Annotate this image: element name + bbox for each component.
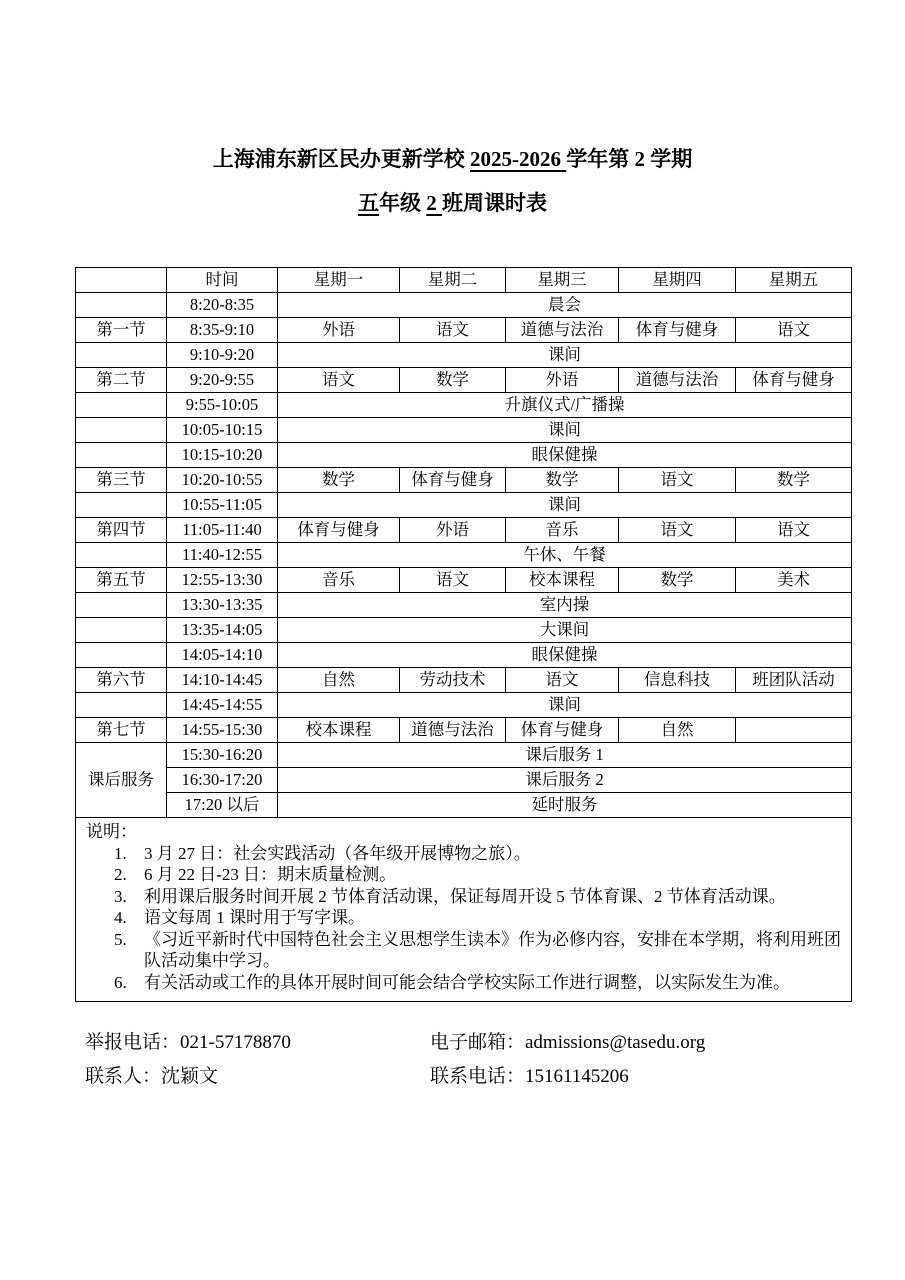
activity-cell: 课后服务 1 bbox=[278, 743, 852, 768]
section-cell: 第四节 bbox=[76, 518, 167, 543]
subject-cell: 校本课程 bbox=[278, 718, 400, 743]
day-column-header: 星期一 bbox=[278, 268, 400, 293]
subject-cell: 外语 bbox=[278, 318, 400, 343]
section-cell bbox=[76, 643, 167, 668]
note-number: 3. bbox=[114, 886, 127, 906]
time-cell: 10:05-10:15 bbox=[167, 418, 278, 443]
timetable-row bbox=[76, 718, 852, 743]
subject-cell: 数学 bbox=[619, 568, 736, 593]
section-cell bbox=[76, 343, 167, 368]
timetable-row bbox=[76, 618, 852, 643]
timetable-row bbox=[76, 643, 852, 668]
timetable-row bbox=[76, 368, 852, 393]
timetable-row bbox=[76, 793, 852, 818]
note-item bbox=[86, 929, 841, 972]
activity-cell: 晨会 bbox=[278, 293, 852, 318]
subject-cell: 道德与法治 bbox=[400, 718, 506, 743]
note-text: 《习近平新时代中国特色社会主义思想学生读本》作为必修内容，安排在本学期，将利用班团队活动集中学习。 bbox=[144, 929, 841, 970]
timetable-row bbox=[76, 743, 852, 768]
section-cell bbox=[76, 418, 167, 443]
title-semester: 学年第 2 学期 bbox=[566, 147, 693, 171]
time-cell: 10:55-11:05 bbox=[167, 493, 278, 518]
section-cell: 第一节 bbox=[76, 318, 167, 343]
timetable-row bbox=[76, 518, 852, 543]
note-text: 6 月 22 日-23 日：期末质量检测。 bbox=[144, 865, 397, 884]
title-schedule-label: 班周课时表 bbox=[442, 191, 547, 215]
activity-cell: 课后服务 2 bbox=[278, 768, 852, 793]
timetable-row bbox=[76, 543, 852, 568]
subject-cell: 劳动技术 bbox=[400, 668, 506, 693]
activity-cell: 课间 bbox=[278, 418, 852, 443]
activity-cell: 午休、午餐 bbox=[278, 543, 852, 568]
subject-cell bbox=[736, 718, 852, 743]
time-cell: 8:20-8:35 bbox=[167, 293, 278, 318]
weekly-timetable bbox=[75, 267, 852, 1002]
time-cell: 9:20-9:55 bbox=[167, 368, 278, 393]
section-cell: 第二节 bbox=[76, 368, 167, 393]
subject-cell: 语文 bbox=[278, 368, 400, 393]
footer-email: 电子邮箱：admissions@tasedu.org bbox=[430, 1032, 706, 1053]
subject-cell: 数学 bbox=[278, 468, 400, 493]
note-item bbox=[86, 886, 841, 908]
note-number: 5. bbox=[114, 929, 127, 949]
time-cell: 10:20-10:55 bbox=[167, 468, 278, 493]
activity-cell: 课间 bbox=[278, 693, 852, 718]
time-cell: 14:10-14:45 bbox=[167, 668, 278, 693]
timetable-row bbox=[76, 493, 852, 518]
subject-cell: 语文 bbox=[736, 518, 852, 543]
time-column-header: 时间 bbox=[167, 268, 278, 293]
time-cell: 11:05-11:40 bbox=[167, 518, 278, 543]
subject-cell: 美术 bbox=[736, 568, 852, 593]
note-text: 利用课后服务时间开展 2 节体育活动课，保证每周开设 5 节体育课、2 节体育活动课。 bbox=[144, 886, 786, 906]
note-number: 2. bbox=[114, 865, 127, 884]
subject-cell: 体育与健身 bbox=[736, 368, 852, 393]
subject-cell: 语文 bbox=[400, 568, 506, 593]
day-column-header: 星期四 bbox=[619, 268, 736, 293]
section-cell: 第三节 bbox=[76, 468, 167, 493]
timetable-row bbox=[76, 768, 852, 793]
title-grade-underlined: 五 bbox=[358, 191, 379, 215]
corner-cell bbox=[76, 268, 167, 293]
timetable-row bbox=[76, 468, 852, 493]
timetable-row bbox=[76, 418, 852, 443]
day-column-header: 星期三 bbox=[506, 268, 619, 293]
section-cell: 课后服务 bbox=[76, 743, 167, 818]
timetable-row bbox=[76, 293, 852, 318]
subject-cell: 校本课程 bbox=[506, 568, 619, 593]
section-cell bbox=[76, 693, 167, 718]
time-cell: 12:55-13:30 bbox=[167, 568, 278, 593]
timetable-header-row bbox=[76, 268, 852, 293]
time-cell: 15:30-16:20 bbox=[167, 743, 278, 768]
section-cell: 第六节 bbox=[76, 668, 167, 693]
time-cell: 10:15-10:20 bbox=[167, 443, 278, 468]
note-item bbox=[86, 907, 841, 929]
time-cell: 11:40-12:55 bbox=[167, 543, 278, 568]
note-item bbox=[86, 864, 841, 886]
activity-cell: 课间 bbox=[278, 343, 852, 368]
note-text: 3 月 27 日：社会实践活动（各年级开展博物之旅）。 bbox=[144, 843, 531, 863]
footer-contact-name: 联系人：沈颖文 bbox=[85, 1066, 219, 1087]
note-number: 4. bbox=[114, 908, 127, 927]
section-cell bbox=[76, 293, 167, 318]
time-cell: 17:20 以后 bbox=[167, 793, 278, 818]
time-cell: 9:55-10:05 bbox=[167, 393, 278, 418]
subject-cell: 道德与法治 bbox=[619, 368, 736, 393]
time-cell: 8:35-9:10 bbox=[167, 318, 278, 343]
footer-report-phone: 举报电话：021-57178870 bbox=[85, 1032, 291, 1053]
section-cell bbox=[76, 618, 167, 643]
timetable-row bbox=[76, 343, 852, 368]
activity-cell: 眼保健操 bbox=[278, 443, 852, 468]
subject-cell: 班团队活动 bbox=[736, 668, 852, 693]
note-number: 6. bbox=[114, 972, 127, 992]
notes-section bbox=[76, 818, 852, 1002]
time-cell: 9:10-9:20 bbox=[167, 343, 278, 368]
subject-cell: 语文 bbox=[619, 518, 736, 543]
activity-cell: 课间 bbox=[278, 493, 852, 518]
notes-row bbox=[76, 818, 852, 1002]
title-class-number-underlined: 2 bbox=[426, 191, 442, 215]
activity-cell: 升旗仪式/广播操 bbox=[278, 393, 852, 418]
subject-cell: 音乐 bbox=[278, 568, 400, 593]
document-title-line1 bbox=[0, 143, 905, 173]
note-text: 语文每周 1 课时用于写字课。 bbox=[144, 908, 365, 927]
section-cell: 第五节 bbox=[76, 568, 167, 593]
section-cell bbox=[76, 593, 167, 618]
time-cell: 14:45-14:55 bbox=[167, 693, 278, 718]
subject-cell: 语文 bbox=[736, 318, 852, 343]
section-cell bbox=[76, 543, 167, 568]
subject-cell: 数学 bbox=[506, 468, 619, 493]
document-title-line2 bbox=[0, 187, 905, 217]
timetable-row bbox=[76, 593, 852, 618]
day-column-header: 星期二 bbox=[400, 268, 506, 293]
activity-cell: 大课间 bbox=[278, 618, 852, 643]
time-cell: 14:05-14:10 bbox=[167, 643, 278, 668]
section-cell bbox=[76, 443, 167, 468]
time-cell: 13:30-13:35 bbox=[167, 593, 278, 618]
subject-cell: 体育与健身 bbox=[506, 718, 619, 743]
section-cell bbox=[76, 393, 167, 418]
notes-list bbox=[86, 843, 841, 994]
subject-cell: 语文 bbox=[400, 318, 506, 343]
subject-cell: 外语 bbox=[400, 518, 506, 543]
subject-cell: 数学 bbox=[400, 368, 506, 393]
timetable-row bbox=[76, 668, 852, 693]
note-item bbox=[86, 843, 841, 865]
timetable-row bbox=[76, 318, 852, 343]
activity-cell: 室内操 bbox=[278, 593, 852, 618]
subject-cell: 体育与健身 bbox=[400, 468, 506, 493]
title-school-name: 上海浦东新区民办更新学校 bbox=[212, 147, 470, 171]
footer-contact-phone: 联系电话：15161145206 bbox=[430, 1066, 629, 1087]
subject-cell: 自然 bbox=[619, 718, 736, 743]
timetable-row bbox=[76, 393, 852, 418]
section-cell: 第七节 bbox=[76, 718, 167, 743]
time-cell: 13:35-14:05 bbox=[167, 618, 278, 643]
title-school-year-underlined: 2025-2026 bbox=[470, 147, 567, 171]
notes-heading: 说明： bbox=[86, 822, 137, 841]
title-grade-label: 年级 bbox=[379, 191, 427, 215]
subject-cell: 信息科技 bbox=[619, 668, 736, 693]
note-item bbox=[86, 972, 841, 994]
note-text: 有关活动或工作的具体开展时间可能会结合学校实际工作进行调整，以实际发生为准。 bbox=[144, 972, 790, 992]
subject-cell: 语文 bbox=[619, 468, 736, 493]
timetable-row bbox=[76, 568, 852, 593]
subject-cell: 数学 bbox=[736, 468, 852, 493]
timetable-row bbox=[76, 693, 852, 718]
subject-cell: 外语 bbox=[506, 368, 619, 393]
timetable-row bbox=[76, 443, 852, 468]
subject-cell: 体育与健身 bbox=[278, 518, 400, 543]
subject-cell: 体育与健身 bbox=[619, 318, 736, 343]
activity-cell: 眼保健操 bbox=[278, 643, 852, 668]
subject-cell: 音乐 bbox=[506, 518, 619, 543]
activity-cell: 延时服务 bbox=[278, 793, 852, 818]
subject-cell: 语文 bbox=[506, 668, 619, 693]
time-cell: 14:55-15:30 bbox=[167, 718, 278, 743]
subject-cell: 道德与法治 bbox=[506, 318, 619, 343]
day-column-header: 星期五 bbox=[736, 268, 852, 293]
section-cell bbox=[76, 493, 167, 518]
subject-cell: 自然 bbox=[278, 668, 400, 693]
time-cell: 16:30-17:20 bbox=[167, 768, 278, 793]
note-number: 1. bbox=[114, 843, 127, 863]
